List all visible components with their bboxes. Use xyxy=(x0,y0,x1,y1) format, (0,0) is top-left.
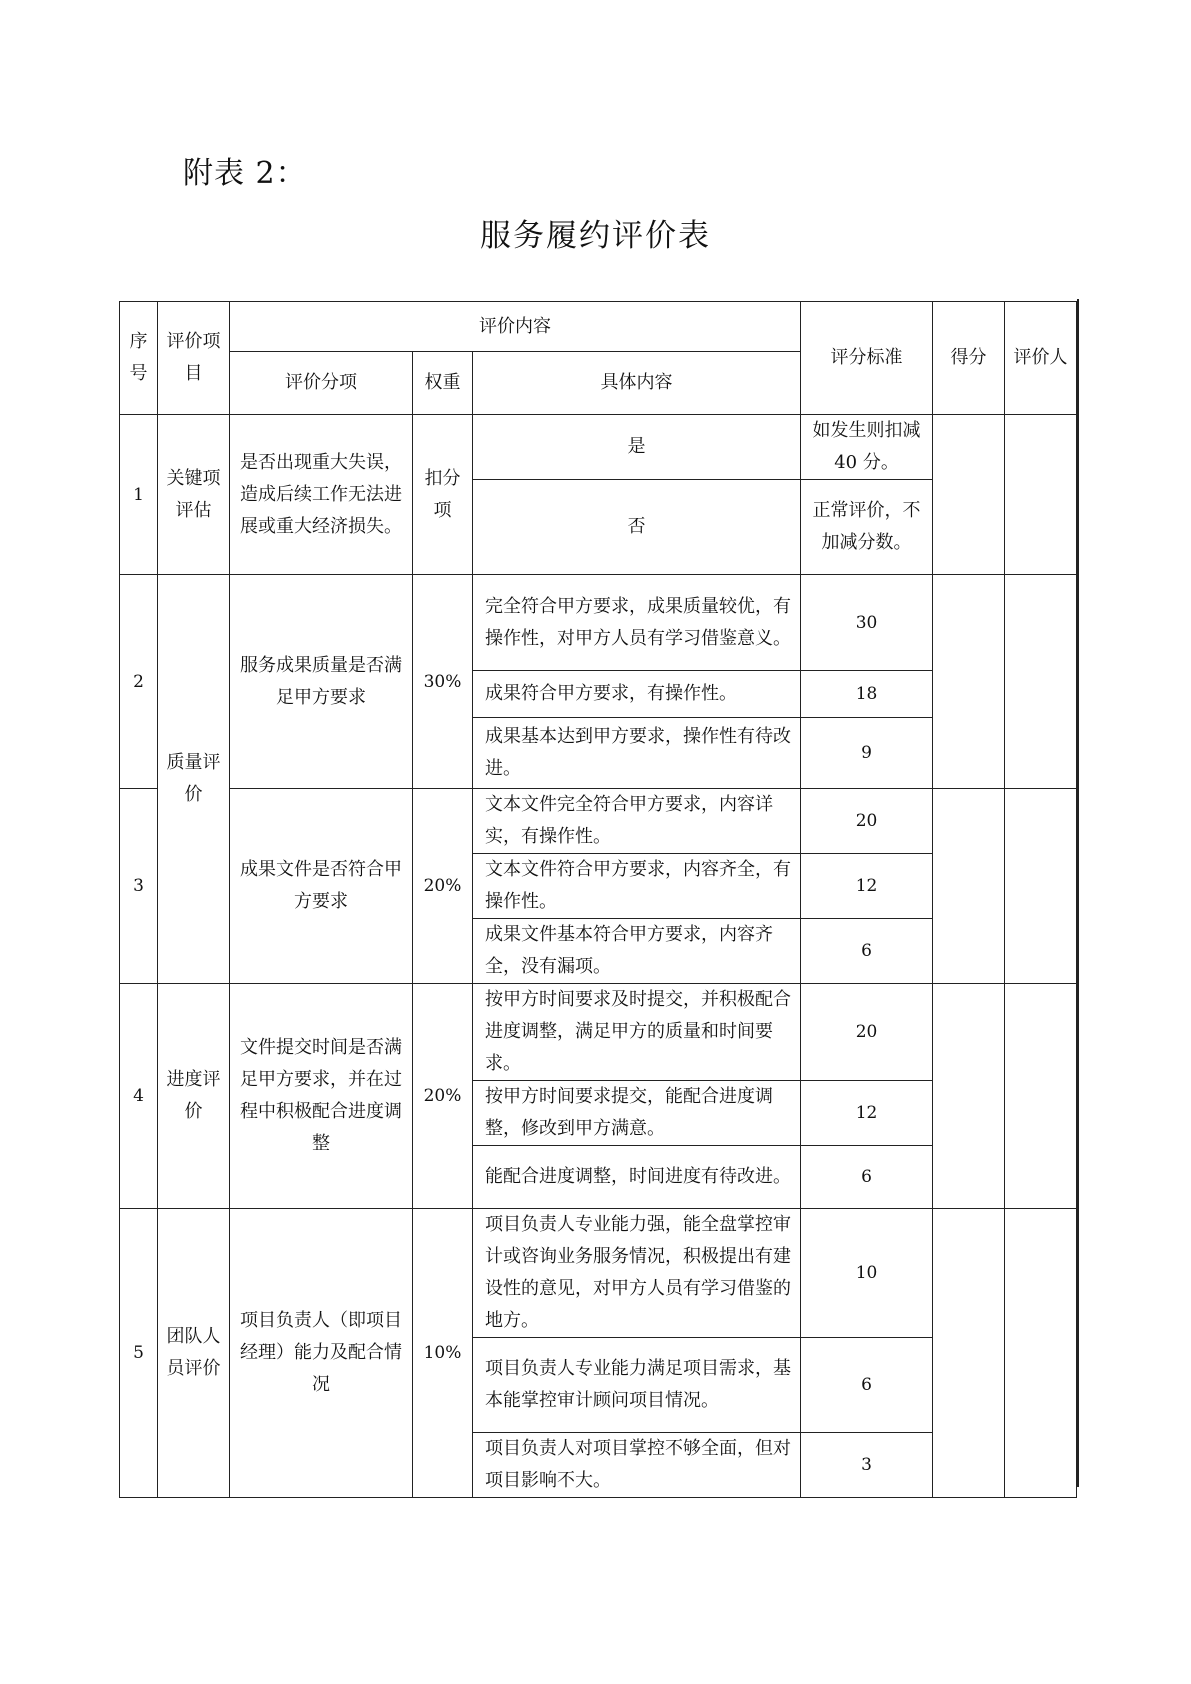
row-criteria: 3 xyxy=(801,1433,933,1498)
row-detail: 是 xyxy=(473,415,801,480)
table-row xyxy=(120,984,1077,1081)
row-detail: 文本文件完全符合甲方要求，内容详实，有操作性。 xyxy=(473,789,801,854)
row-weight: 10% xyxy=(413,1209,473,1498)
row-criteria: 20 xyxy=(801,789,933,854)
row-weight: 20% xyxy=(413,984,473,1209)
header-criteria: 评分标准 xyxy=(801,302,933,415)
row-criteria: 18 xyxy=(801,671,933,718)
row-evaluator[interactable] xyxy=(1005,1209,1077,1498)
row-detail: 成果文件基本符合甲方要求，内容齐全，没有漏项。 xyxy=(473,919,801,984)
row-criteria: 12 xyxy=(801,854,933,919)
header-evaluator: 评价人 xyxy=(1005,302,1077,415)
header-seq: 序号 xyxy=(120,302,158,415)
row-score[interactable] xyxy=(933,789,1005,984)
row-criteria: 6 xyxy=(801,1338,933,1433)
row-criteria: 9 xyxy=(801,718,933,789)
row-detail: 项目负责人对项目掌控不够全面，但对项目影响不大。 xyxy=(473,1433,801,1498)
row-detail: 文本文件符合甲方要求，内容齐全，有操作性。 xyxy=(473,854,801,919)
row-sub: 项目负责人（即项目经理）能力及配合情况 xyxy=(230,1209,413,1498)
row-sub: 成果文件是否符合甲方要求 xyxy=(230,789,413,984)
row-detail: 成果符合甲方要求，有操作性。 xyxy=(473,671,801,718)
header-row-1 xyxy=(120,302,1077,352)
row-detail: 否 xyxy=(473,480,801,575)
table-row xyxy=(120,1209,1077,1338)
header-weight: 权重 xyxy=(413,352,473,415)
row-detail: 能配合进度调整，时间进度有待改进。 xyxy=(473,1146,801,1209)
row-detail: 完全符合甲方要求，成果质量较优，有操作性，对甲方人员有学习借鉴意义。 xyxy=(473,575,801,671)
row-sub: 服务成果质量是否满足甲方要求 xyxy=(230,575,413,789)
row-evaluator[interactable] xyxy=(1005,415,1077,575)
page-right-rule xyxy=(1077,299,1079,1487)
row-seq: 2 xyxy=(120,575,158,789)
row-item: 进度评价 xyxy=(158,984,230,1209)
row-sub: 文件提交时间是否满足甲方要求，并在过程中积极配合进度调整 xyxy=(230,984,413,1209)
row-detail: 按甲方时间要求及时提交，并积极配合进度调整，满足甲方的质量和时间要求。 xyxy=(473,984,801,1081)
row-criteria: 20 xyxy=(801,984,933,1081)
row-criteria: 6 xyxy=(801,919,933,984)
row-sub: 是否出现重大失误，造成后续工作无法进展或重大经济损失。 xyxy=(230,415,413,575)
row-evaluator[interactable] xyxy=(1005,789,1077,984)
row-score[interactable] xyxy=(933,415,1005,575)
row-detail: 项目负责人专业能力满足项目需求，基本能掌控审计顾问项目情况。 xyxy=(473,1338,801,1433)
row-criteria: 正常评价，不加减分数。 xyxy=(801,480,933,575)
table-row xyxy=(120,575,1077,671)
header-sub: 评价分项 xyxy=(230,352,413,415)
header-content: 评价内容 xyxy=(230,302,801,352)
row-weight: 30% xyxy=(413,575,473,789)
row-detail: 成果基本达到甲方要求，操作性有待改进。 xyxy=(473,718,801,789)
evaluation-table xyxy=(119,301,1077,1498)
table-row xyxy=(120,415,1077,480)
row-seq: 5 xyxy=(120,1209,158,1498)
row-score[interactable] xyxy=(933,575,1005,789)
row-evaluator[interactable] xyxy=(1005,984,1077,1209)
row-weight: 扣分项 xyxy=(413,415,473,575)
table-row xyxy=(120,789,1077,854)
header-score: 得分 xyxy=(933,302,1005,415)
row-item: 关键项评估 xyxy=(158,415,230,575)
row-weight: 20% xyxy=(413,789,473,984)
row-item: 质量评价 xyxy=(158,575,230,984)
row-seq: 3 xyxy=(120,789,158,984)
row-criteria: 12 xyxy=(801,1081,933,1146)
row-seq: 4 xyxy=(120,984,158,1209)
row-detail: 项目负责人专业能力强，能全盘掌控审计或咨询业务服务情况，积极提出有建设性的意见，对甲方人员有学习借鉴的地方。 xyxy=(473,1209,801,1338)
row-item: 团队人员评价 xyxy=(158,1209,230,1498)
row-criteria: 如发生则扣减 40 分。 xyxy=(801,415,933,480)
row-detail: 按甲方时间要求提交，能配合进度调整，修改到甲方满意。 xyxy=(473,1081,801,1146)
page-title: 服务履约评价表 xyxy=(480,218,711,254)
row-seq: 1 xyxy=(120,415,158,575)
header-detail: 具体内容 xyxy=(473,352,801,415)
row-score[interactable] xyxy=(933,1209,1005,1498)
header-item: 评价项目 xyxy=(158,302,230,415)
row-criteria: 10 xyxy=(801,1209,933,1338)
row-criteria: 30 xyxy=(801,575,933,671)
row-criteria: 6 xyxy=(801,1146,933,1209)
row-evaluator[interactable] xyxy=(1005,575,1077,789)
annex-label: 附表 2： xyxy=(183,156,307,191)
row-score[interactable] xyxy=(933,984,1005,1209)
